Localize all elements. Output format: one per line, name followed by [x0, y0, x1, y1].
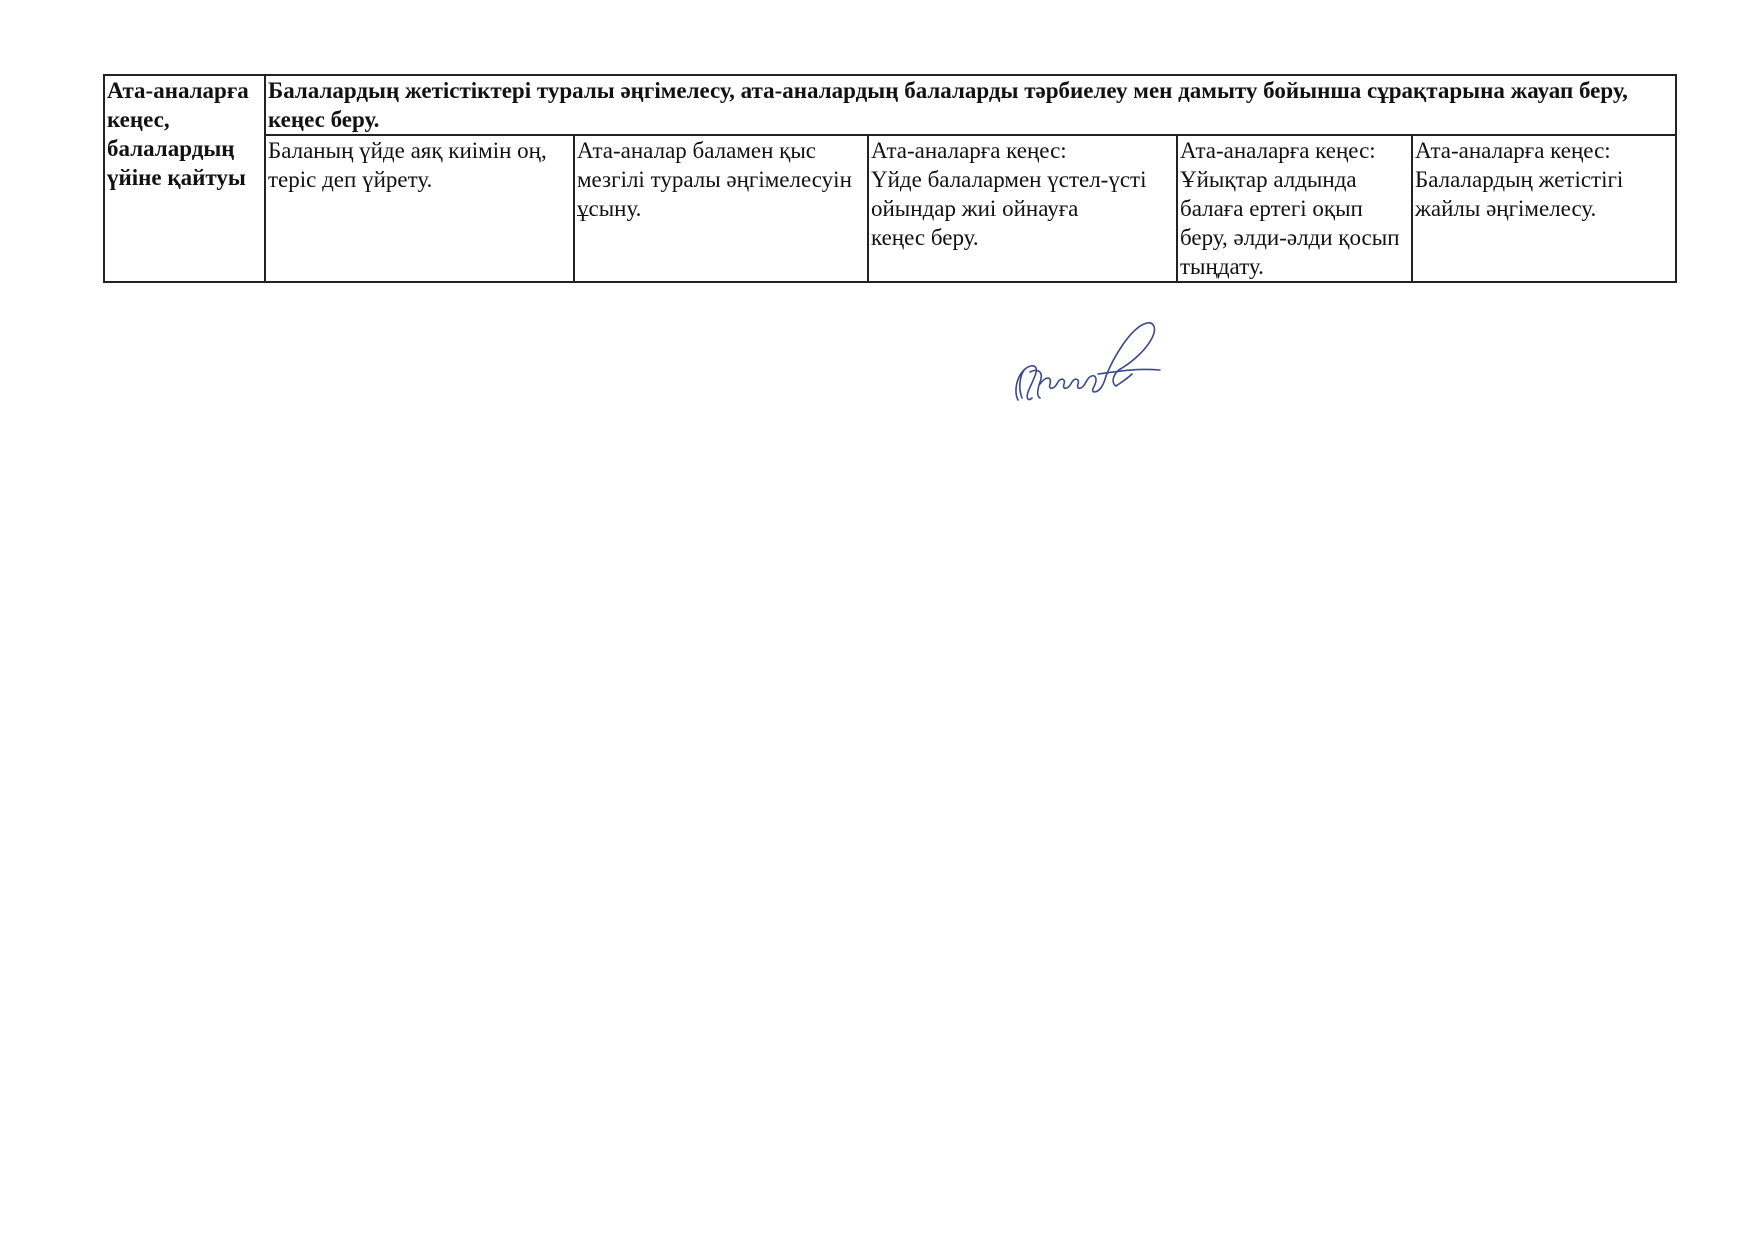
content-cell-3: Ата-аналарға кеңес: Үйде балалармен үстел-үсті ойындар жиі ойнауға кеңес беру. — [868, 135, 1177, 282]
table-row — [104, 75, 1676, 135]
content-cell-2: Ата-аналар баламен қыс мезгілі туралы әңгімелесуін ұсыну. — [574, 135, 868, 282]
plan-table — [103, 74, 1677, 283]
content-cell-5: Ата-аналарға кеңес: Балалардың жетістігі жайлы әңгімелесу. — [1412, 135, 1676, 282]
row-label-cell: Ата-аналарға кеңес, балалардың үйіне қайтуы — [104, 75, 265, 282]
table-row — [104, 135, 1676, 282]
content-cell-1: Баланың үйде аяқ киімін оң, теріс деп үйрету. — [265, 135, 574, 282]
content-cell-4: Ата-аналарға кеңес: Ұйықтар алдында балаға ертегі оқып беру, әлди-әлди қосып тыңдату. — [1177, 135, 1412, 282]
header-cell: Балалардың жетістіктері туралы әңгімелесу, ата-аналардың балаларды тәрбиелеу мен дамыту бойынша сұрақтарына жауап беру, кеңес беру. — [265, 75, 1676, 135]
handwritten-signature — [1010, 312, 1180, 412]
